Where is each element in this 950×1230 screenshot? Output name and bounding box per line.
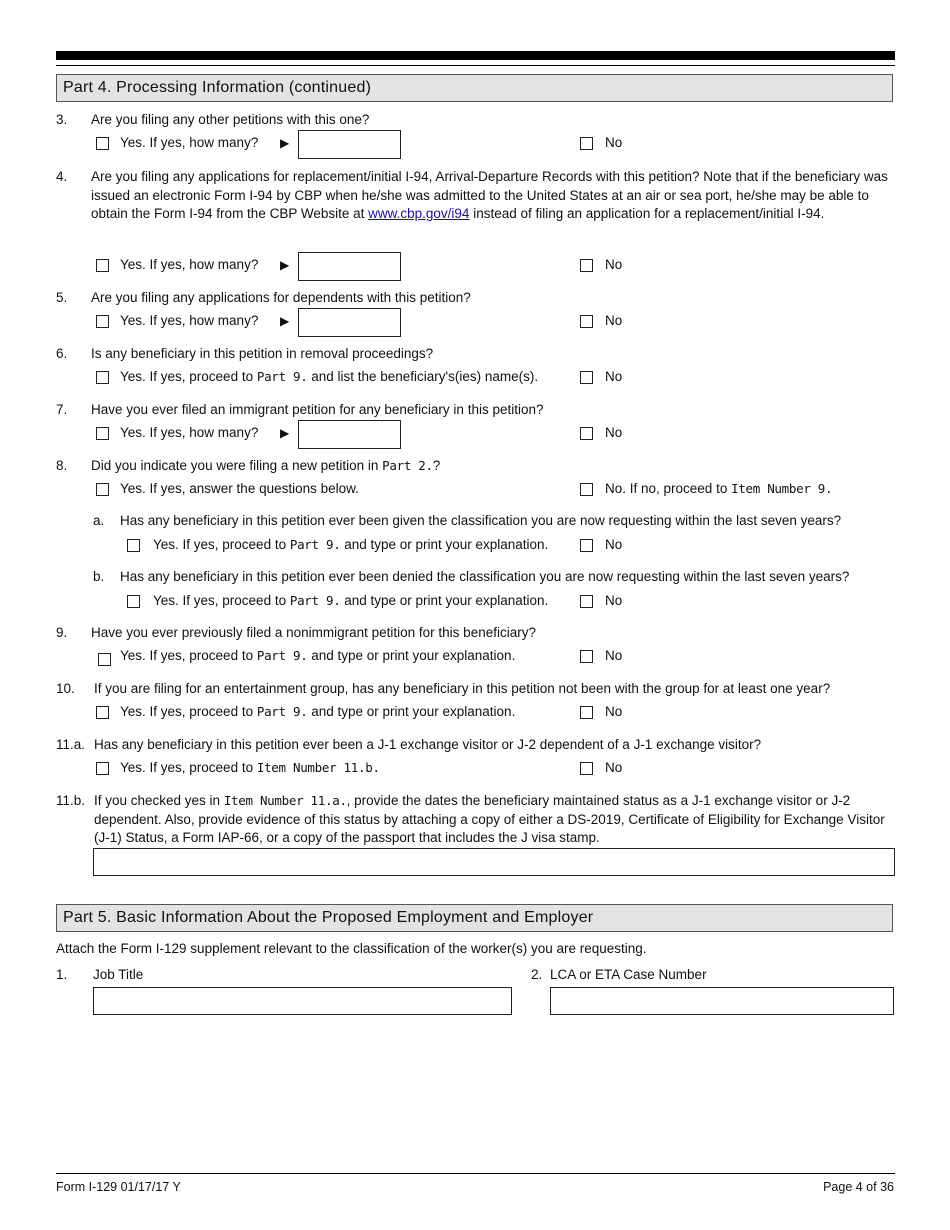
q3-arrow-icon: ▶ — [280, 136, 290, 150]
q8a-no-checkbox[interactable] — [580, 539, 593, 552]
q8a-question: Has any beneficiary in this petition ever been given the classification you are now requesting within the last seven years? — [120, 513, 842, 528]
q8-no-checkbox[interactable] — [580, 483, 593, 496]
q10-no-label: No — [605, 704, 623, 719]
q4-text-end: instead of filing an application for a replacement/initial I-94. — [469, 206, 825, 221]
top-rule-thin — [56, 65, 895, 66]
q11a-no-label: No — [605, 760, 623, 775]
q8b-no-label: No — [605, 593, 623, 608]
q4-text-start: Are you filing any applications for replacement/initial I-94, Arrival-Departure Records with this petition? Note that if the beneficiary was issued an electronic Form I-94 by CBP when he/she was admitted to the United States at an air or sea port, he/she may be able to obtain the Form I-94 from the CBP Website at — [91, 169, 888, 221]
q6-part9-ref: Part 9. — [256, 369, 308, 384]
q5-no-label: No — [605, 313, 623, 328]
q7-how-many-input[interactable] — [298, 420, 401, 449]
q5-yes-label: Yes. If yes, how many? — [120, 313, 259, 328]
q8b-part9-ref: Part 9. — [289, 593, 341, 608]
q5-arrow-icon: ▶ — [280, 314, 290, 328]
q8-text: Did you indicate you were filing a new petition in — [91, 458, 383, 473]
p5-q2-number: 2. — [531, 967, 543, 982]
q7-arrow-icon: ▶ — [280, 426, 290, 440]
q10-no-checkbox[interactable] — [580, 706, 593, 719]
q8-question — [91, 457, 440, 475]
q6-yes-label — [120, 368, 538, 386]
q6-yes-text-end: and list the beneficiary's(ies) name(s). — [307, 369, 539, 384]
q9-question: Have you ever previously filed a nonimmigrant petition for this beneficiary? — [91, 625, 536, 640]
q3-how-many-input[interactable] — [298, 130, 401, 159]
q8a-yes-text: Yes. If yes, proceed to — [153, 537, 290, 552]
q8a-yes-label — [153, 536, 548, 554]
q8-text-end: ? — [432, 458, 441, 473]
part4-header: Part 4. Processing Information (continued) — [56, 74, 893, 102]
q10-yes-text-end: and type or print your explanation. — [307, 704, 516, 719]
q6-no-checkbox[interactable] — [580, 371, 593, 384]
job-title-label: Job Title — [93, 967, 144, 982]
q9-number: 9. — [56, 625, 68, 640]
q8b-yes-text: Yes. If yes, proceed to — [153, 593, 290, 608]
page-number: Page 4 of 36 — [823, 1180, 894, 1194]
q11b-item11a-ref: Item Number 11.a. — [223, 793, 347, 808]
q11b-number: 11.b. — [56, 793, 86, 808]
q8b-no-checkbox[interactable] — [580, 595, 593, 608]
q9-yes-text: Yes. If yes, proceed to — [120, 648, 257, 663]
q3-yes-label: Yes. If yes, how many? — [120, 135, 259, 150]
q8a-yes-text-end: and type or print your explanation. — [340, 537, 549, 552]
q4-yes-label: Yes. If yes, how many? — [120, 257, 259, 272]
q7-question: Have you ever filed an immigrant petition for any beneficiary in this petition? — [91, 402, 544, 417]
q8-yes-checkbox[interactable] — [96, 483, 109, 496]
q11b-dates-input[interactable] — [93, 848, 895, 876]
q5-how-many-input[interactable] — [298, 308, 401, 337]
q9-part9-ref: Part 9. — [256, 648, 308, 663]
q5-question: Are you filing any applications for dependents with this petition? — [91, 290, 471, 305]
q11a-item11b-ref: Item Number 11.b. — [256, 760, 380, 775]
q11b-text-end: , provide the dates the beneficiary maintained status as a J-1 exchange visitor or J-2 dependent. Also, provide evidence of this status by attaching a copy of either a DS-2019, Certificate of Eligibility for Exchange Visitor (J-1) Status, a Form IAP-66, or a copy of the passport that includes the J visa stamp. — [94, 793, 885, 845]
q8-number: 8. — [56, 458, 68, 473]
q8-no-label — [605, 480, 832, 498]
q8b-question: Has any beneficiary in this petition ever been denied the classification you are now requesting within the last seven years? — [120, 569, 850, 584]
q7-yes-label: Yes. If yes, how many? — [120, 425, 259, 440]
job-title-input[interactable] — [93, 987, 512, 1015]
q10-number: 10. — [56, 681, 75, 696]
q10-yes-text: Yes. If yes, proceed to — [120, 704, 257, 719]
q8-yes-label: Yes. If yes, answer the questions below. — [120, 481, 359, 496]
q11a-yes-text: Yes. If yes, proceed to — [120, 760, 257, 775]
p5-q1-number: 1. — [56, 967, 68, 982]
q8-no-text: No. If no, proceed to — [605, 481, 732, 496]
q11a-number: 11.a. — [56, 737, 86, 752]
lca-eta-case-number-input[interactable] — [550, 987, 894, 1015]
q5-yes-checkbox[interactable] — [96, 315, 109, 328]
q9-yes-checkbox[interactable] — [98, 653, 111, 666]
part5-intro: Attach the Form I-129 supplement relevant to the classification of the worker(s) you are requesting. — [56, 941, 647, 956]
q8b-yes-checkbox[interactable] — [127, 595, 140, 608]
q8-part2-ref: Part 2. — [382, 458, 433, 473]
q8a-letter: a. — [93, 513, 105, 528]
q10-question: If you are filing for an entertainment group, has any beneficiary in this petition not been with the group for at least one year? — [94, 681, 831, 696]
q6-question: Is any beneficiary in this petition in removal proceedings? — [91, 346, 434, 361]
q3-yes-checkbox[interactable] — [96, 137, 109, 150]
q3-no-label: No — [605, 135, 623, 150]
q8b-letter: b. — [93, 569, 105, 584]
form-identifier: Form I-129 01/17/17 Y — [56, 1180, 181, 1194]
q11a-question: Has any beneficiary in this petition ever been a J-1 exchange visitor or J-2 dependent of a J-1 exchange visitor? — [94, 737, 762, 752]
q11a-yes-label — [120, 759, 380, 777]
q6-number: 6. — [56, 346, 68, 361]
q11a-yes-checkbox[interactable] — [96, 762, 109, 775]
q8b-yes-label — [153, 592, 548, 610]
q5-no-checkbox[interactable] — [580, 315, 593, 328]
q4-no-label: No — [605, 257, 623, 272]
q9-yes-text-end: and type or print your explanation. — [307, 648, 516, 663]
q4-how-many-input[interactable] — [298, 252, 401, 281]
footer-rule — [56, 1173, 895, 1174]
q7-no-label: No — [605, 425, 623, 440]
q8b-yes-text-end: and type or print your explanation. — [340, 593, 549, 608]
q4-number: 4. — [56, 169, 68, 184]
q3-question: Are you filing any other petitions with this one? — [91, 112, 370, 127]
q7-number: 7. — [56, 402, 68, 417]
q10-yes-checkbox[interactable] — [96, 706, 109, 719]
q4-yes-checkbox[interactable] — [96, 259, 109, 272]
q6-yes-text: Yes. If yes, proceed to — [120, 369, 257, 384]
q11a-no-checkbox[interactable] — [580, 762, 593, 775]
part5-header: Part 5. Basic Information About the Proposed Employment and Employer — [56, 904, 893, 932]
q4-no-checkbox[interactable] — [580, 259, 593, 272]
q3-number: 3. — [56, 112, 68, 127]
q8a-no-label: No — [605, 537, 623, 552]
q10-part9-ref: Part 9. — [256, 704, 308, 719]
q5-number: 5. — [56, 290, 68, 305]
q11b-text: If you checked yes in — [94, 793, 224, 808]
q8a-part9-ref: Part 9. — [289, 537, 341, 552]
q4-question — [91, 168, 894, 224]
q7-yes-checkbox[interactable] — [96, 427, 109, 440]
q8a-yes-checkbox[interactable] — [127, 539, 140, 552]
q8-item9-ref: Item Number 9. — [731, 481, 833, 496]
q9-yes-label — [120, 647, 515, 665]
top-rule-thick — [56, 51, 895, 60]
q11b-question — [94, 792, 894, 848]
q6-no-label: No — [605, 369, 623, 384]
q10-yes-label — [120, 703, 515, 721]
q4-arrow-icon: ▶ — [280, 258, 290, 272]
q9-no-label: No — [605, 648, 623, 663]
cbp-website-link[interactable]: www.cbp.gov/i94 — [368, 206, 470, 221]
q9-no-checkbox[interactable] — [580, 650, 593, 663]
lca-eta-case-number-label: LCA or ETA Case Number — [550, 967, 707, 982]
q3-no-checkbox[interactable] — [580, 137, 593, 150]
q7-no-checkbox[interactable] — [580, 427, 593, 440]
q6-yes-checkbox[interactable] — [96, 371, 109, 384]
